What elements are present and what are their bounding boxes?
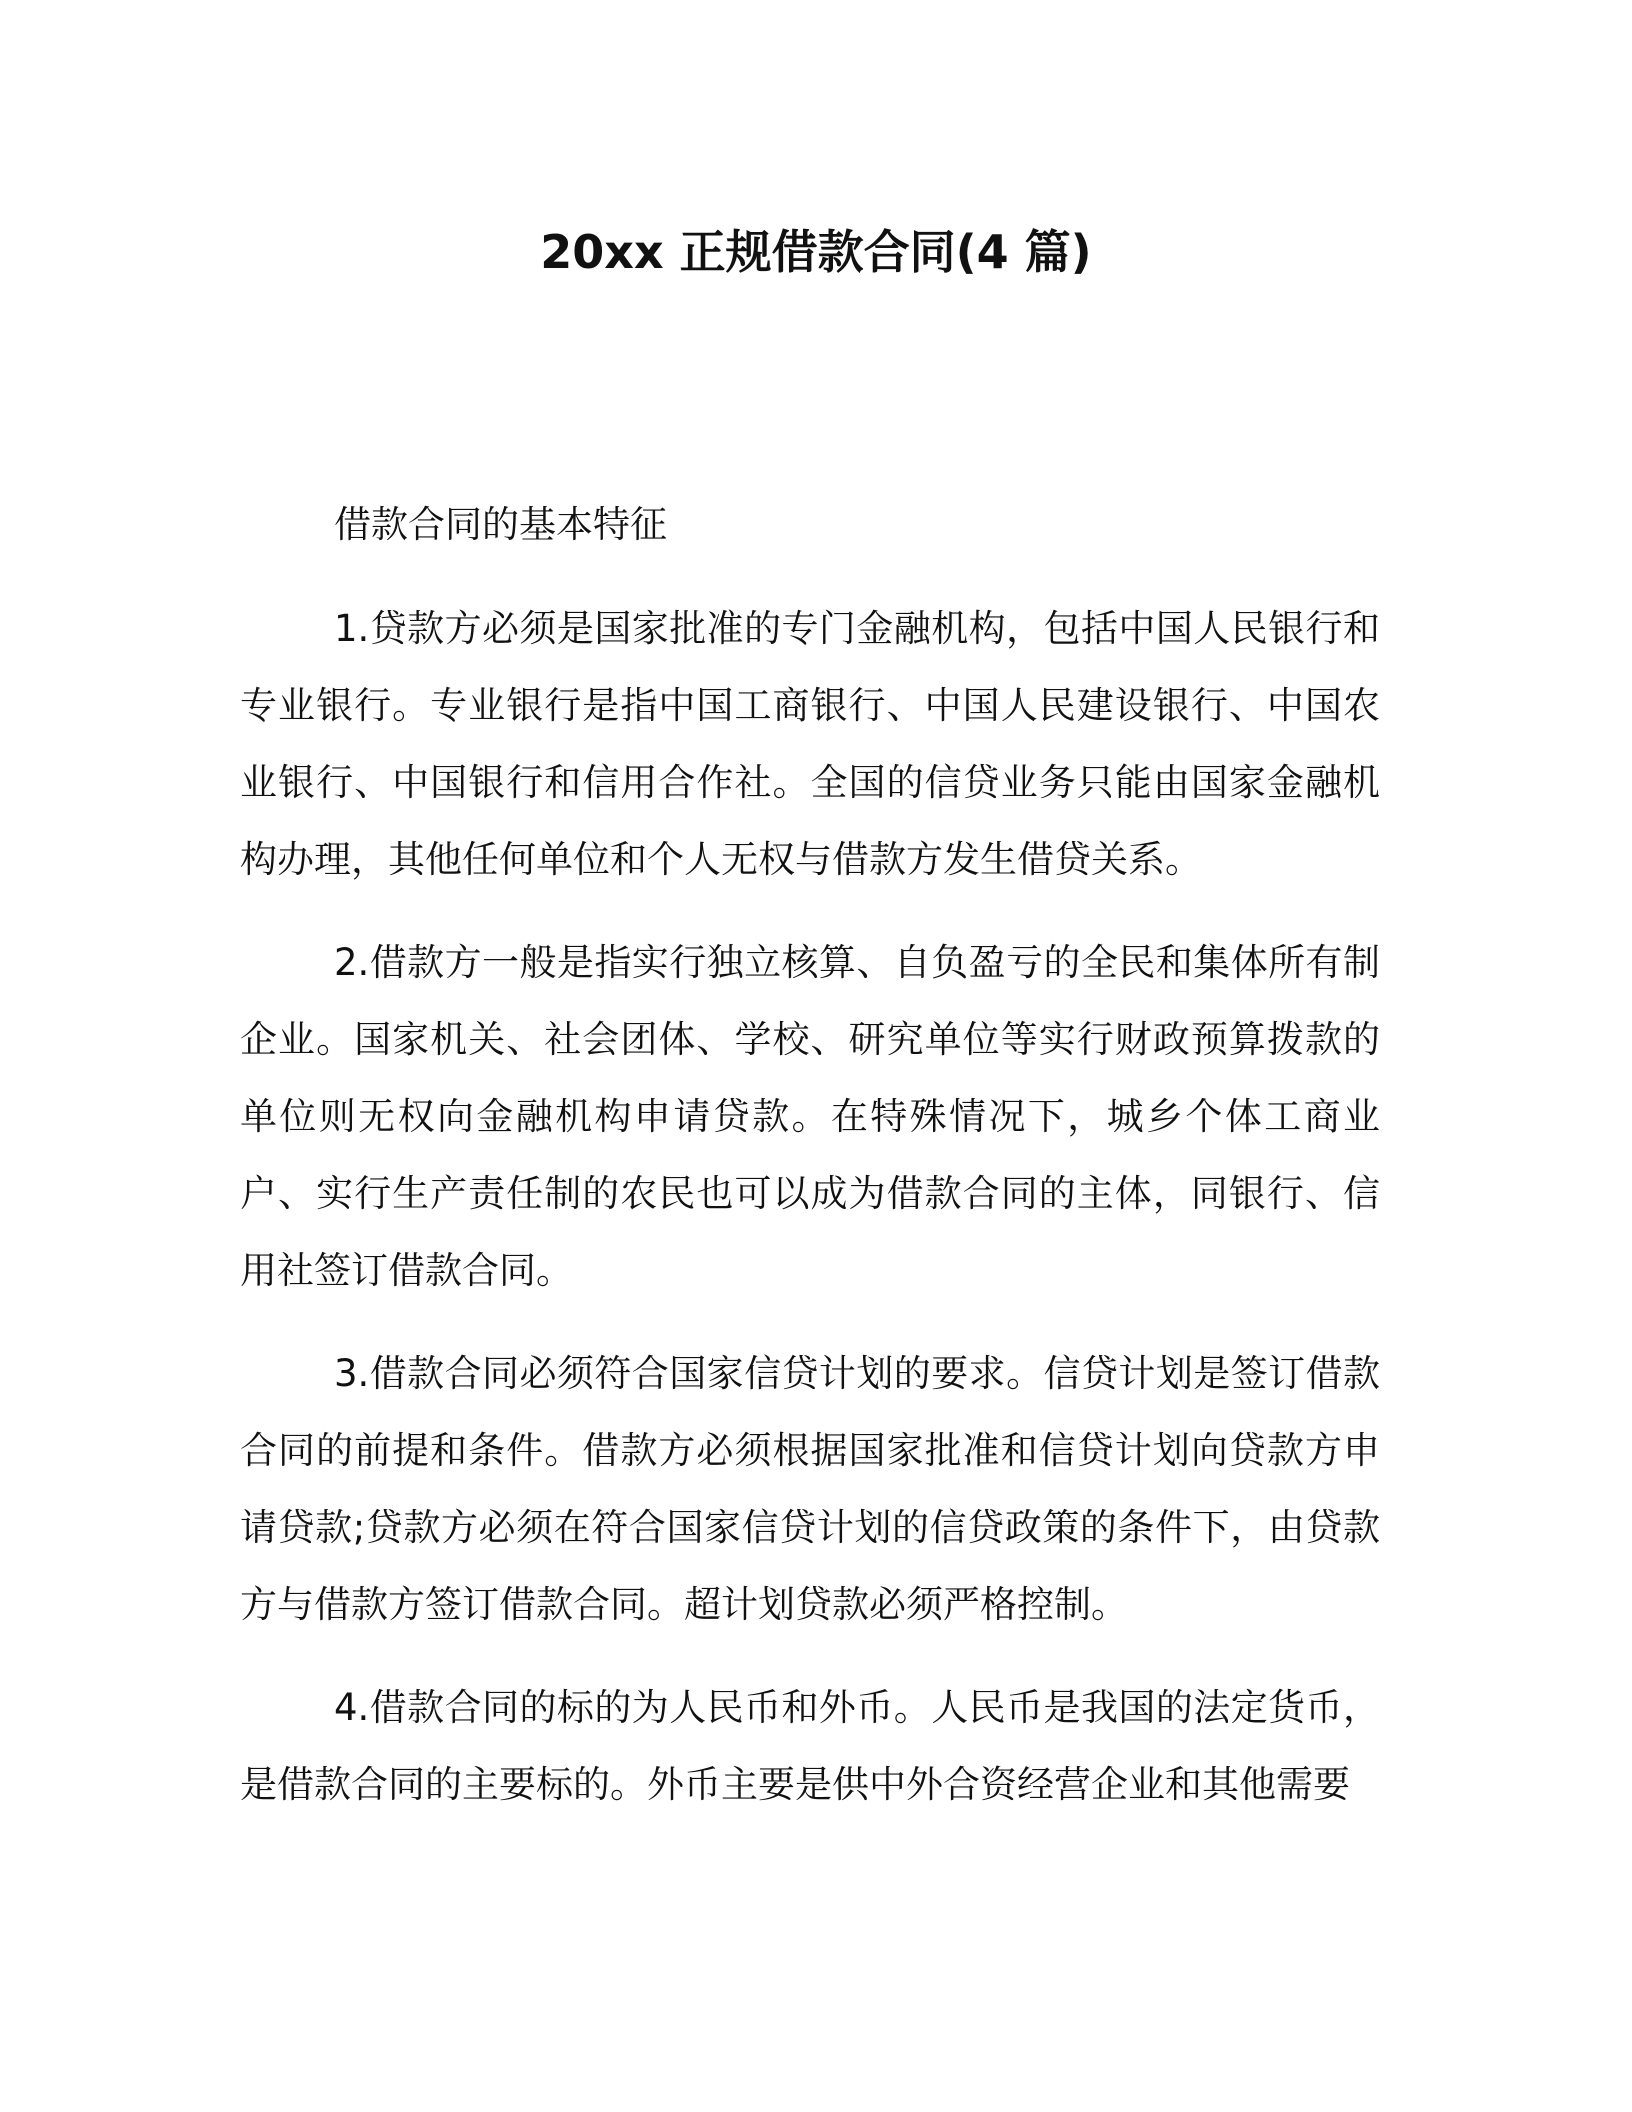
document-body: [240, 486, 1380, 1849]
paragraph-4: 4.借款合同的标的为人民币和外币。人民币是我国的法定货币，是借款合同的主要标的。外币主要是供中外合资经营企业和其他需要: [240, 1686, 1380, 1806]
paragraph-2: 2.借款方一般是指实行独立核算、自负盈亏的全民和集体所有制企业。国家机关、社会团体、学校、研究单位等实行财政预算拨款的单位则无权向金融机构申请贷款。在特殊情况下，城乡个体工商业户、实行生产责任制的农民也可以成为借款合同的主体，同银行、信用社签订借款合同。: [240, 941, 1380, 1292]
section-heading: 借款合同的基本特征: [334, 503, 667, 546]
paragraph-3: 3.借款合同必须符合国家信贷计划的要求。信贷计划是签订借款合同的前提和条件。借款方必须根据国家批准和信贷计划向贷款方申请贷款;贷款方必须在符合国家信贷计划的信贷政策的条件下，由贷款方与借款方签订借款合同。超计划贷款必须严格控制。: [240, 1352, 1380, 1626]
paragraph-1: 1.贷款方必须是国家批准的专门金融机构，包括中国人民银行和专业银行。专业银行是指中国工商银行、中国人民建设银行、中国农业银行、中国银行和信用合作社。全国的信贷业务只能由国家金融机构办理，其他任何单位和个人无权与借款方发生借贷关系。: [240, 607, 1380, 881]
document-title: 20xx 正规借款合同(4 篇): [540, 225, 1092, 279]
